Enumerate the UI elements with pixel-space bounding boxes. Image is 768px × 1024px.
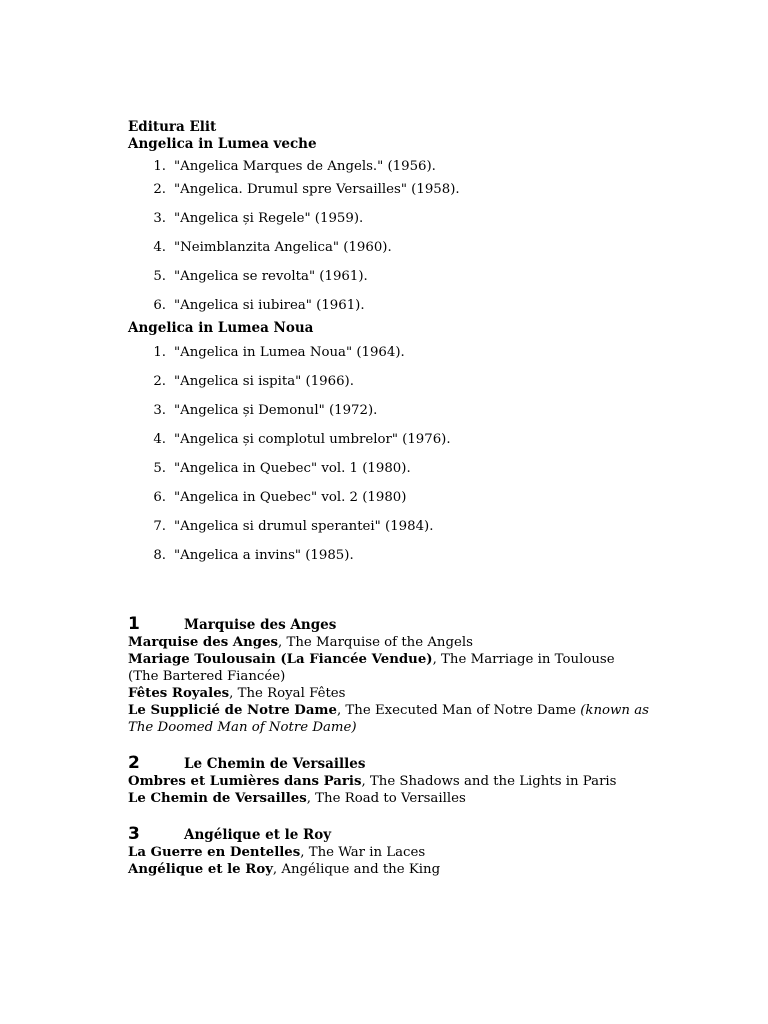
list-item-text: "Angelica si ispita" (1966). (174, 374, 354, 389)
book-list (128, 338, 728, 570)
list-item-number: 3. (153, 403, 166, 418)
french-title: Le Supplicié de Notre Dame (128, 703, 337, 718)
list-item-number: 5. (153, 461, 166, 476)
list-item-number: 8. (153, 548, 166, 563)
list-item-text: "Angelica. Drumul spre Versailles" (1958). (174, 182, 460, 197)
document-page (128, 119, 728, 895)
group-title: Angelica in Lumea veche (128, 136, 317, 152)
group-old-world (128, 136, 728, 320)
list-item (128, 396, 728, 425)
title-entry (128, 861, 728, 878)
section-heading (128, 753, 728, 773)
title-entry (128, 685, 728, 702)
list-item-text: "Angelica și complotul umbrelor" (1976). (174, 432, 451, 447)
group-new-world (128, 320, 728, 570)
list-item-text: "Angelica a invins" (1985). (174, 548, 354, 563)
english-title: , The Marriage in Toulouse (432, 652, 615, 667)
english-title: , The Executed Man of Notre Dame (336, 703, 581, 718)
list-item (128, 291, 728, 320)
title-entry (128, 651, 728, 685)
list-item (128, 338, 728, 367)
english-title: , The Royal Fêtes (229, 686, 346, 701)
title-entry (128, 844, 728, 861)
list-item (128, 159, 728, 175)
french-title: Angélique et le Roy (128, 862, 273, 877)
english-title: , The Road to Versailles (306, 791, 466, 806)
french-title: Ombres et Lumières dans Paris (128, 774, 362, 789)
title-entry (128, 702, 728, 736)
book-list (128, 159, 728, 320)
section-title: Le Chemin de Versailles (184, 756, 366, 772)
english-title: , Angélique and the King (272, 862, 441, 877)
list-item-text: "Angelica in Quebec" vol. 1 (1980). (174, 461, 411, 476)
french-title: Mariage Toulousain (La Fiancée Vendue) (128, 652, 433, 667)
english-title-continued: (The Bartered Fiancée) (128, 669, 286, 684)
list-item-number: 4. (153, 432, 166, 447)
list-item-text: "Angelica si iubirea" (1961). (174, 298, 365, 313)
list-item (128, 262, 728, 291)
list-item (128, 425, 728, 454)
title-entry (128, 634, 728, 651)
list-item-number: 1. (153, 159, 166, 174)
list-item-number: 6. (153, 490, 166, 505)
list-item (128, 233, 728, 262)
english-title: , The War in Laces (300, 845, 426, 860)
list-item-number: 7. (153, 519, 166, 534)
group-title: Angelica in Lumea Noua (128, 320, 314, 336)
volume-sections (128, 614, 728, 878)
list-item (128, 367, 728, 396)
list-item-number: 1. (153, 345, 166, 360)
list-item (128, 175, 728, 204)
list-item-text: "Neimblanzita Angelica" (1960). (174, 240, 392, 255)
list-item (128, 204, 728, 233)
english-title: , The Marquise of the Angels (278, 635, 473, 650)
french-title: Marquise des Anges (128, 635, 279, 650)
list-item-number: 6. (153, 298, 166, 313)
list-item-text: "Angelica Marques de Angels." (1956). (174, 159, 436, 174)
list-item-text: "Angelica in Lumea Noua" (1964). (174, 345, 405, 360)
alt-title-note-continued: The Doomed Man of Notre Dame) (128, 720, 357, 735)
list-item-text: "Angelica și Regele" (1959). (174, 211, 364, 226)
title-entry (128, 790, 728, 807)
list-item-text: "Angelica si drumul sperantei" (1984). (174, 519, 434, 534)
list-item-text: "Angelica se revolta" (1961). (174, 269, 368, 284)
section-heading (128, 824, 728, 844)
section-number: 1 (128, 614, 140, 634)
french-title: La Guerre en Dentelles (128, 845, 301, 860)
publisher-heading: Editura Elit (128, 119, 217, 135)
section-heading (128, 614, 728, 634)
list-item (128, 541, 728, 570)
list-item-number: 4. (153, 240, 166, 255)
list-item (128, 454, 728, 483)
volume-section (128, 614, 728, 736)
french-title: Le Chemin de Versailles (128, 791, 307, 806)
list-item-text: "Angelica in Quebec" vol. 2 (1980) (174, 490, 407, 505)
list-item (128, 483, 728, 512)
english-title: , The Shadows and the Lights in Paris (361, 774, 617, 789)
french-title: Fêtes Royales (128, 686, 230, 701)
list-item-number: 2. (153, 182, 166, 197)
title-entry (128, 773, 728, 790)
section-number: 2 (128, 753, 140, 773)
alt-title-note: (known as (580, 703, 649, 718)
list-item-number: 5. (153, 269, 166, 284)
list-item-text: "Angelica și Demonul" (1972). (174, 403, 378, 418)
volume-section (128, 753, 728, 807)
section-title: Marquise des Anges (184, 617, 337, 633)
list-item-number: 2. (153, 374, 166, 389)
volume-section (128, 824, 728, 878)
list-item-number: 3. (153, 211, 166, 226)
list-item (128, 512, 728, 541)
section-number: 3 (128, 824, 140, 844)
section-title: Angélique et le Roy (184, 827, 332, 843)
